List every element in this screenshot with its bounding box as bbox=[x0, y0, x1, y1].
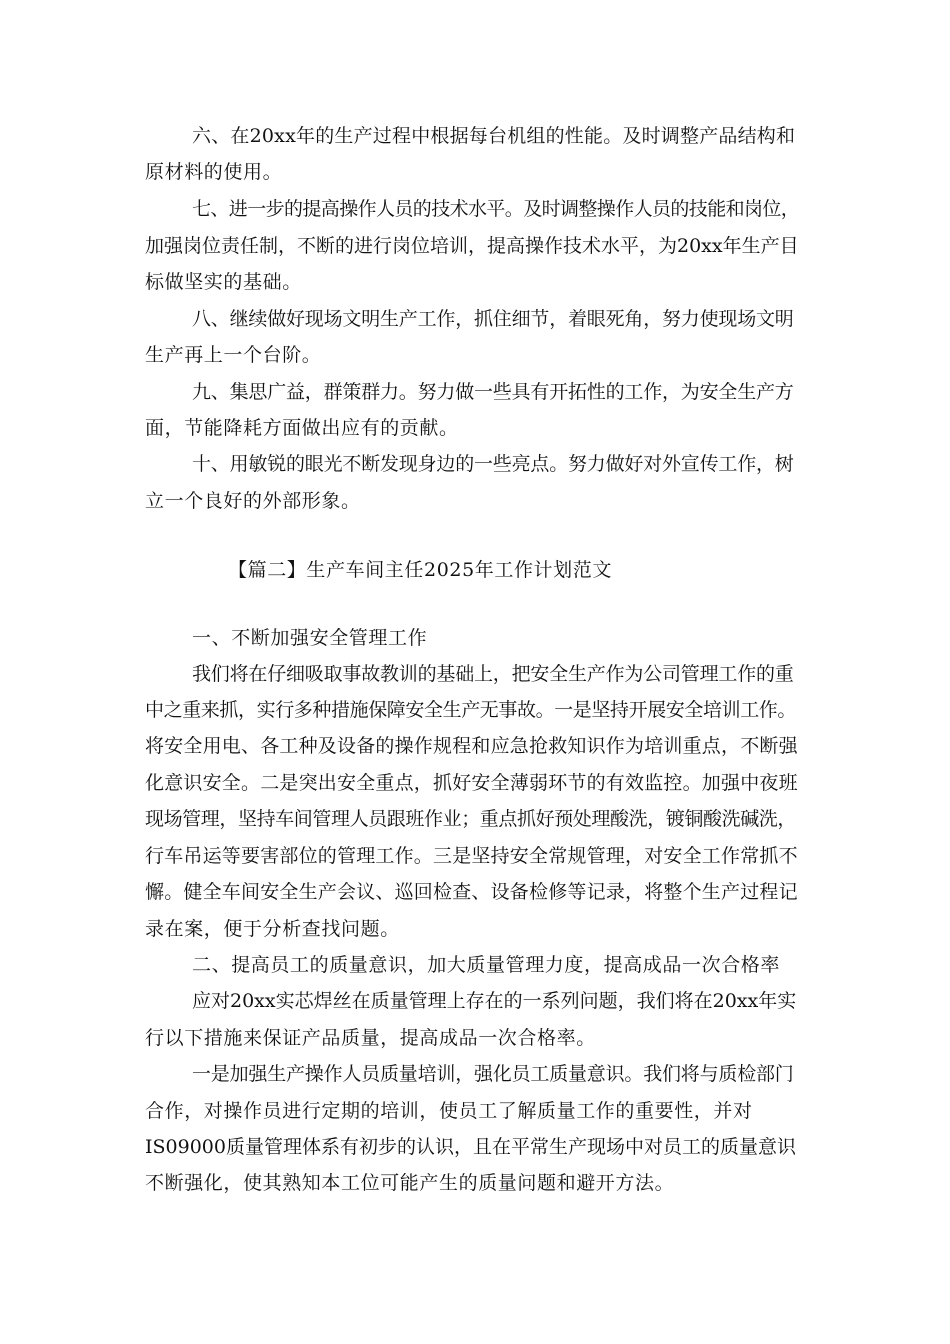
paragraph-line: 现场管理，坚持车间管理人员跟班作业；重点抓好预处理酸洗，镀铜酸洗碱洗， bbox=[145, 808, 797, 830]
paragraph-line: 应对20xx实芯焊丝在质量管理上存在的一系列问题，我们将在20xx年实 bbox=[192, 990, 797, 1012]
paragraph-line: IS09000质量管理体系有初步的认识，且在平常生产现场中对员工的质量意识 bbox=[145, 1136, 796, 1158]
paragraph-line: 化意识安全。二是突出安全重点，抓好安全薄弱环节的有效监控。加强中夜班 bbox=[145, 772, 798, 794]
paragraph-line: 合作，对操作员进行定期的培训，使员工了解质量工作的重要性，并对 bbox=[145, 1100, 753, 1122]
paragraph-line: 标做坚实的基础。 bbox=[145, 271, 302, 293]
paragraph-line: 不断强化，使其熟知本工位可能产生的质量问题和避开方法。 bbox=[145, 1172, 675, 1194]
section-heading: 一、不断加强安全管理工作 bbox=[192, 627, 428, 649]
paragraph-line: 原材料的使用。 bbox=[145, 161, 283, 183]
paragraph-line: 十、用敏锐的眼光不断发现身边的一些亮点。努力做好对外宣传工作，树 bbox=[192, 453, 794, 475]
paragraph-line: 懈。健全车间安全生产会议、巡回检查、设备检修等记录，将整个生产过程记 bbox=[145, 881, 798, 903]
paragraph-line: 将安全用电、各工种及设备的操作规程和应急抢救知识作为培训重点，不断强 bbox=[145, 735, 798, 757]
section-heading: 二、提高员工的质量意识，加大质量管理力度，提高成品一次合格率 bbox=[192, 954, 781, 976]
paragraph-line: 六、在20xx年的生产过程中根据每台机组的性能。及时调整产品结构和 bbox=[192, 125, 796, 147]
paragraph-line: 立一个良好的外部形象。 bbox=[145, 490, 361, 512]
paragraph-line: 一是加强生产操作人员质量培训，强化员工质量意识。我们将与质检部门 bbox=[192, 1063, 794, 1085]
paragraph-line: 行车吊运等要害部位的管理工作。三是坚持安全常规管理，对安全工作常抓不 bbox=[145, 845, 798, 867]
paragraph-line: 我们将在仔细吸取事故教训的基础上，把安全生产作为公司管理工作的重 bbox=[192, 663, 794, 685]
paragraph-line: 九、集思广益，群策群力。努力做一些具有开拓性的工作，为安全生产方 bbox=[192, 381, 794, 403]
paragraph-line: 录在案，便于分析查找问题。 bbox=[145, 918, 400, 940]
paragraph-line: 行以下措施来保证产品质量，提高成品一次合格率。 bbox=[145, 1027, 596, 1049]
paragraph-line: 生产再上一个台阶。 bbox=[145, 344, 322, 366]
section-title: 【篇二】生产车间主任2025年工作计划范文 bbox=[228, 559, 612, 581]
paragraph-line: 面，节能降耗方面做出应有的贡献。 bbox=[145, 417, 459, 439]
paragraph-line: 八、继续做好现场文明生产工作，抓住细节，着眼死角，努力使现场文明 bbox=[192, 308, 794, 330]
paragraph-line: 中之重来抓，实行多种措施保障安全生产无事故。一是坚持开展安全培训工作。 bbox=[145, 699, 797, 721]
paragraph-line: 加强岗位责任制，不断的进行岗位培训，提高操作技术水平，为20xx年生产目 bbox=[145, 235, 799, 257]
paragraph-line: 七、进一步的提高操作人员的技术水平。及时调整操作人员的技能和岗位， bbox=[192, 198, 800, 220]
